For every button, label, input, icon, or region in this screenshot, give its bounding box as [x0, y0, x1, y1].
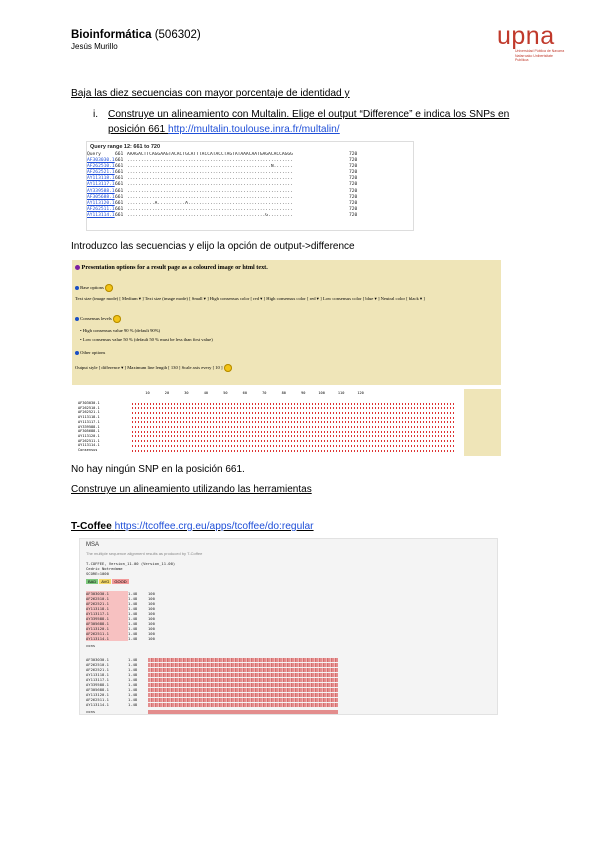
difference-row-dots: [132, 431, 456, 433]
sequence-accession[interactable]: AF262521.1: [87, 170, 115, 176]
score-row-range: 1-48: [128, 596, 138, 601]
instruction-line: Baja las diez secuencias con mayor porcentaje de identidad y: [71, 88, 350, 99]
row-sequence: ............................................................: [127, 206, 293, 212]
alignment-row-bar: [148, 703, 338, 707]
tcoffee-version: T-COFFEE, Version_11.00 (Version_11.00): [86, 561, 176, 566]
tcoffee-heading: [71, 521, 314, 532]
alignment-row-name: AF262521.1: [86, 667, 109, 672]
score-row-value: 100: [148, 606, 155, 611]
row-sequence: ..........A..........A......................................: [127, 200, 293, 206]
alignment-row-name: AY339588.1: [86, 682, 109, 687]
sequence-accession[interactable]: AY339588.1: [87, 188, 115, 194]
score-row-value: 100: [148, 621, 155, 626]
difference-panel: [72, 389, 464, 456]
score-row-value: 100: [148, 626, 155, 631]
options-title: Presentation options for a result page as a coloured image or html text.: [75, 264, 268, 271]
sequence-accession[interactable]: AF303030.1: [87, 158, 115, 164]
row-start: 661: [115, 212, 124, 218]
sequence-accession[interactable]: AF262511.1: [87, 206, 115, 212]
difference-row-dots: [132, 421, 456, 423]
legend-bad: BAD: [88, 579, 97, 584]
alignment-row-name: AF262511.1: [86, 697, 109, 702]
row-start: 661: [115, 158, 124, 164]
msa-subtitle: The multiple sequence alignment results as produced by T-Coffee: [86, 551, 203, 556]
sequence-accession[interactable]: AY113117.1: [87, 182, 115, 188]
difference-row-label: AY113120.1: [78, 433, 100, 438]
paragraph-result: No hay ningún SNP en la posición 661.: [71, 464, 245, 475]
difference-row-label: AF262510.1: [78, 405, 100, 410]
item-text: Construye un alineamiento con Multalin. Elige el output “Difference” e indica los SNPs en posición 661: [108, 109, 510, 135]
difference-row-label: AY113114.1: [78, 443, 100, 448]
difference-row-dots: [132, 417, 456, 419]
row-end: 720: [349, 164, 358, 170]
alignment-row-range: 1-48: [128, 697, 138, 702]
alignment-consensus: [86, 709, 338, 714]
row-sequence: ............................................................: [127, 194, 293, 200]
sequence-accession[interactable]: AY113114.1: [87, 212, 115, 218]
score-row-range: 1-48: [128, 601, 138, 606]
alignment-row-range: 1-48: [128, 682, 138, 687]
paragraph-instruction: Construye un alineamiento utilizando las herramientas: [71, 484, 312, 495]
row-start: 661: [115, 188, 124, 194]
row-start: 661: [115, 200, 124, 206]
difference-row-dots: [132, 403, 456, 405]
consensus-bar: [148, 710, 338, 714]
upna-logo: [497, 24, 565, 64]
alignment-row-name: AY113117.1: [86, 677, 109, 682]
alignment-row-range: 1-48: [128, 702, 138, 707]
alignment-row-name: AY113120.1: [86, 692, 109, 697]
difference-row-label: AF262521.1: [78, 410, 100, 415]
msa-title: MSA: [86, 542, 100, 548]
score-row-name: AF305688.1: [86, 621, 128, 626]
alignment-row-range: 1-48: [128, 667, 138, 672]
multalin-result-screenshot: [86, 141, 414, 231]
score-row-range: 1-48: [128, 631, 138, 636]
author-name: Jesús Murillo: [71, 42, 118, 51]
alignment-row-range: 1-48: [128, 672, 138, 677]
alignment-row-name: AY113118.1: [86, 672, 109, 677]
score-row-value: 100: [148, 611, 155, 616]
difference-row-dots: [132, 426, 456, 428]
score-row-name: AF262510.1: [86, 596, 128, 601]
score-row-name: AY339588.1: [86, 616, 128, 621]
row-sequence: ............................................................: [127, 170, 293, 176]
paragraph-input: Introduzco las secuencias y elijo la opción de output->difference: [71, 241, 355, 252]
help-icon[interactable]: [105, 284, 113, 292]
row-end: 720: [349, 200, 358, 206]
score-legend: [86, 579, 130, 584]
row-start: 661: [115, 182, 124, 188]
row-end: 720: [349, 194, 358, 200]
row-start: 661: [115, 206, 124, 212]
tcoffee-author: Cedric Notredame: [86, 566, 123, 571]
course-name: Bioinformática: [71, 29, 152, 41]
low-consensus-line[interactable]: • Low consensus value 50 % (default 50 % must be less than first value): [80, 337, 213, 342]
alignment-row-name: AF303030.1: [86, 657, 109, 662]
score-row-value: 100: [148, 596, 155, 601]
scale-axis: 10 20 30 40 50 60 70 80 90 100 110 120: [128, 391, 364, 395]
row-end: 720: [349, 182, 358, 188]
alignment-row-name: AY113114.1: [86, 702, 109, 707]
row-sequence: ............................................................: [127, 182, 293, 188]
difference-row-label: AF303030.1: [78, 401, 100, 405]
difference-row-dots: [132, 407, 456, 409]
bullet-icon: [75, 265, 80, 270]
row-start: 661: [115, 194, 124, 200]
logo-subtitle-1: Universidad Pública de Navarra: [515, 49, 565, 53]
other-options-header: Other options: [75, 350, 105, 355]
row-start: 661: [115, 152, 124, 157]
legend-avg: AVG: [101, 579, 110, 584]
score-row-range: 1-48: [128, 616, 138, 621]
help-icon[interactable]: [113, 315, 121, 323]
row-end: 720: [349, 152, 358, 157]
row-end: 720: [349, 176, 358, 182]
score-row-range: 1-48: [128, 606, 138, 611]
score-row-name: AF262511.1: [86, 631, 128, 636]
sequence-accession[interactable]: AF305688.1: [87, 194, 115, 200]
multalin-difference-screenshot: [72, 389, 501, 456]
score-row-range: 1-48: [128, 621, 138, 626]
base-options-header: Base options: [75, 284, 113, 292]
row-end: 720: [349, 206, 358, 212]
sequence-accession[interactable]: AF262510.1: [87, 164, 115, 170]
row-sequence: ............................................................: [127, 188, 293, 194]
score-row-name: AY113117.1: [86, 611, 128, 616]
row-sequence: ....................................................N.......: [127, 164, 293, 170]
sequence-accession: Query: [87, 152, 101, 157]
tcoffee-msa-screenshot: [79, 538, 498, 715]
score-row-value: 100: [148, 601, 155, 606]
score-row-value: 100: [148, 631, 155, 636]
legend-good: GOOD: [114, 579, 127, 584]
base-options-line[interactable]: Text size (image mode) [ Medium ▾ ] Text size (image mode) [ Small ▾ ] High consensus color [ red ▾ ] High consensus color [ red ▾ ] Low consensus color [ blue ▾ ] Neutral color [ black ▾ ]: [75, 296, 425, 301]
alignment-row-range: 1-48: [128, 662, 138, 667]
difference-row-label: Consensus: [78, 448, 98, 452]
score-consensus: cons: [86, 643, 96, 648]
score-row-value: 100: [148, 636, 155, 641]
difference-row-dots: [132, 435, 456, 437]
document-header-title: [71, 29, 201, 41]
difference-row-label: AF305688.1: [78, 429, 100, 434]
row-sequence: ............................................................: [127, 176, 293, 182]
course-code: (506302): [151, 29, 201, 41]
score-row-name: AY113118.1: [86, 606, 128, 611]
score-row-range: 1-48: [128, 611, 138, 616]
row-sequence: AAAGACTTCAGGAAGTACACTGCATTTACCATACCTAGTATAAACAATGAGACACCAGGG: [127, 152, 293, 157]
tcoffee-score: SCORE=1000: [86, 571, 109, 576]
difference-row-dots: [132, 450, 456, 452]
row-sequence: ..................................................G.........: [127, 212, 293, 218]
multalin-link[interactable]: http://multalin.toulouse.inra.fr/multalin/: [168, 124, 340, 135]
sequence-accession[interactable]: AY113118.1: [87, 176, 115, 182]
difference-row-dots: [132, 412, 456, 414]
query-range: Query range 12: 661 to 720: [90, 144, 161, 150]
difference-row-label: AY339588.1: [78, 424, 100, 429]
bullet-icon: [75, 351, 79, 355]
alignment-row: [86, 702, 338, 707]
row-end: 720: [349, 170, 358, 176]
alignment-row-range: 1-48: [128, 692, 138, 697]
score-row-name: AY113120.1: [86, 626, 128, 631]
row-start: 661: [115, 164, 124, 170]
alignment-row-name: AF262510.1: [86, 662, 109, 667]
logo-subtitle-2: Nafarroako Unibertsitate Publikoa: [515, 53, 553, 62]
consensus-label: cons: [86, 709, 96, 714]
bullet-icon: [75, 286, 79, 290]
item-number: i.: [93, 109, 99, 120]
difference-row-dots: [132, 440, 456, 442]
alignment-row-name: AF305688.1: [86, 687, 109, 692]
difference-row-label: AF262511.1: [78, 438, 100, 443]
difference-row-dots: [132, 445, 456, 447]
row-start: 661: [115, 176, 124, 182]
difference-row-label: AY113117.1: [78, 419, 100, 424]
score-row-value: 100: [148, 616, 155, 621]
score-row: [86, 636, 155, 641]
score-row-name: AF262521.1: [86, 601, 128, 606]
logo-word: upna: [497, 22, 555, 50]
row-end: 720: [349, 158, 358, 164]
score-row-range: 1-48: [128, 626, 138, 631]
help-icon[interactable]: [224, 364, 232, 372]
bullet-icon: [75, 317, 79, 321]
alignment-row: [87, 213, 413, 219]
alignment-row-range: 1-48: [128, 657, 138, 662]
row-end: 720: [349, 188, 358, 194]
score-row-name: AF303030.1: [86, 591, 128, 596]
alignment-row-range: 1-48: [128, 677, 138, 682]
row-end: 720: [349, 212, 358, 218]
tcoffee-link[interactable]: https://tcoffee.crg.eu/apps/tcoffee/do:regular: [114, 521, 314, 532]
sequence-accession[interactable]: AY113120.1: [87, 200, 115, 206]
high-consensus-line[interactable]: • High consensus value 90 % (default 90%): [80, 328, 161, 333]
tcoffee-label: T-Coffee: [71, 521, 115, 532]
consensus-header: Consensus levels: [75, 315, 121, 323]
score-row-range: 1-48: [128, 591, 138, 596]
row-sequence: ............................................................: [127, 158, 293, 164]
other-options-line[interactable]: Output style [ difference ▾ ] Maximum line length [ 130 ] Scale axis every [ 10 ]: [75, 364, 232, 372]
difference-row-label: AY113118.1: [78, 415, 100, 420]
row-start: 661: [115, 170, 124, 176]
alignment-rows: [87, 152, 413, 219]
multalin-options-screenshot: [72, 260, 501, 385]
score-row-range: 1-48: [128, 636, 138, 641]
score-row-name: AY113114.1: [86, 636, 128, 641]
score-row-value: 100: [148, 591, 155, 596]
alignment-row-range: 1-48: [128, 687, 138, 692]
